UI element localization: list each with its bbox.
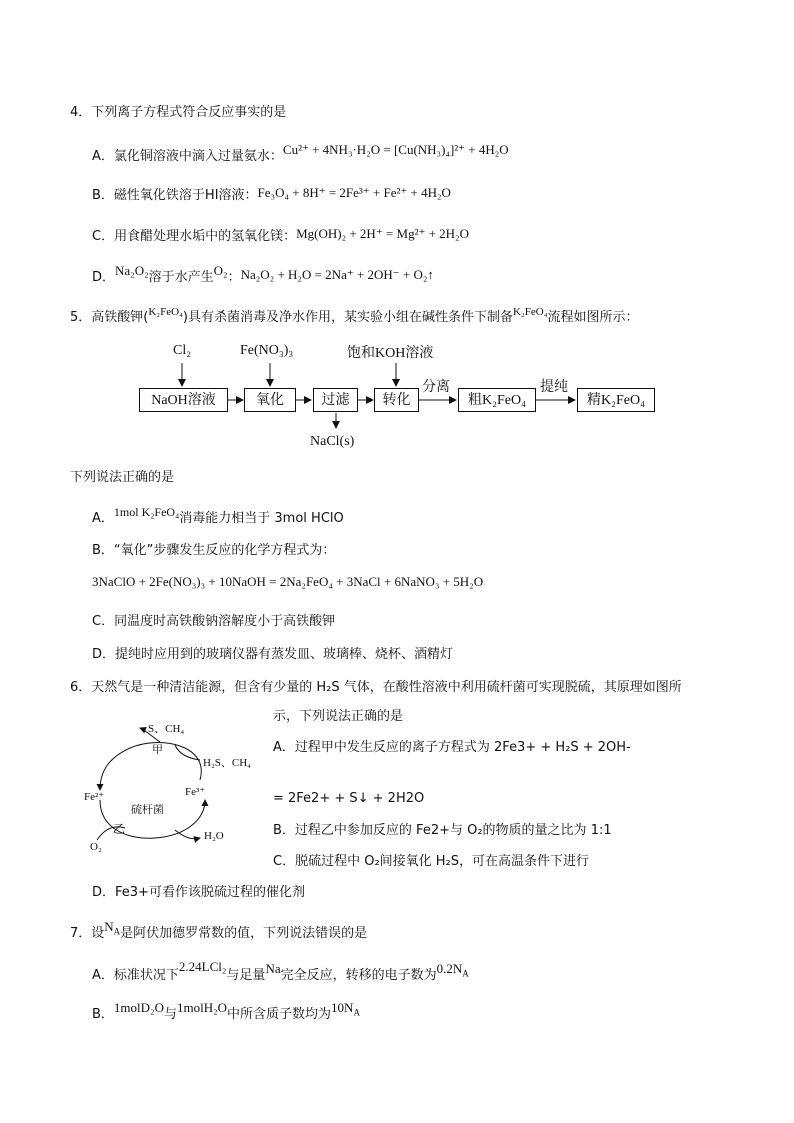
q7-stem-na bbox=[104, 919, 121, 937]
q7-a-na: Na bbox=[265, 961, 281, 976]
flow-box-conversion: 转化 bbox=[374, 388, 419, 412]
q7-option-a bbox=[92, 959, 469, 989]
cycle-label-h2s-ch4: H₂S、CH₄ bbox=[203, 757, 252, 769]
q5-stem bbox=[70, 306, 639, 327]
q7-a-text2: 完全反应，转移的电子数为 bbox=[280, 968, 437, 983]
q4-b-equation: Fe₃O₄ + 8H⁺ = 2Fe³⁺ + Fe²⁺ + 4H₂O bbox=[257, 185, 451, 200]
cycle-label-bacteria: 硫杆菌 bbox=[131, 804, 164, 816]
q7-b-text1: 与 bbox=[163, 1007, 177, 1022]
q7-b-value bbox=[331, 1000, 360, 1018]
q5-option-c: C．同温度时高铁酸钠溶解度小于高铁酸钾 bbox=[92, 614, 336, 629]
q4-a-text: A．氯化铜溶液中滴入过量氨水： bbox=[92, 149, 283, 164]
q5-stem-part1: 5．高铁酸钾( bbox=[70, 310, 149, 325]
q4-c-text: C．用食醋处理水垢中的氢氧化镁： bbox=[92, 229, 297, 244]
q7-stem-part2: 是阿伏加德罗常数的值，下列说法错误的是 bbox=[120, 926, 368, 941]
q4-stem: 4．下列离子方程式符合反应事实的是 bbox=[70, 105, 287, 120]
q7-b-text2: 中所含质子数均为 bbox=[227, 1007, 332, 1022]
q5-option-b-equation: 3NaClO + 2Fe(NO₃)₃ + 10NaOH = 2Na₂FeO₄ + 3NaCl + 6NaNO₃ + 5H₂O bbox=[92, 574, 484, 589]
q7-a-formula: 2.24LCl₂ bbox=[178, 959, 227, 974]
q7-b-formula2: 1molH₂O bbox=[176, 1000, 228, 1015]
q6-option-a-line2: = 2Fe2+ + S↓ + 2H2O bbox=[273, 791, 425, 806]
q7-a-value-subscript: A bbox=[462, 968, 469, 979]
q4-d-o2: O₂ bbox=[213, 263, 228, 278]
q5-a-text: 消毒能力相当于 3mol HClO bbox=[179, 511, 344, 526]
q7-b-value-number: 10N bbox=[331, 1000, 354, 1015]
q6-option-b: B．过程乙中参加反应的 Fe2+与 O₂的物质的量之比为 1:1 bbox=[273, 823, 612, 838]
cycle-label-fe2: Fe²⁺ bbox=[84, 791, 105, 803]
flow-box-naoh: NaOH溶液 bbox=[139, 388, 228, 412]
q4-d-colon: ： bbox=[227, 270, 241, 285]
q4-d-text: 溶于水产生 bbox=[148, 270, 214, 285]
cycle-label-process-jia: 甲 bbox=[152, 744, 163, 756]
q7-b-value-subscript: A bbox=[353, 1007, 360, 1018]
q6-stem-line2: 示，下列说法正确的是 bbox=[273, 709, 404, 724]
q7-a-value bbox=[436, 961, 469, 979]
q5-a-label: A． bbox=[92, 511, 114, 526]
cycle-label-o2: O₂ bbox=[90, 841, 102, 853]
flow-box-pure-product: 精K₂FeO₄ bbox=[577, 388, 655, 412]
q4-option-c bbox=[92, 227, 469, 246]
q4-d-label: D． bbox=[92, 270, 116, 285]
q7-a-label: A．标准状况下 bbox=[92, 968, 179, 983]
q7-a-text1: 与足量 bbox=[226, 968, 266, 983]
q4-option-b bbox=[92, 186, 451, 205]
q5-option-a bbox=[92, 505, 344, 528]
flow-box-oxidation: 氧化 bbox=[244, 388, 296, 412]
q6-stem-line1: 6．天然气是一种清洁能源，但含有少量的 H₂S 气体，在酸性溶液中利用硫杆菌可实现脱硫，其原理如图所 bbox=[70, 680, 682, 695]
q7-a-value-number: 0.2N bbox=[436, 961, 463, 976]
flow-box-filtration: 过滤 bbox=[313, 388, 358, 412]
q7-stem-na-letter: N bbox=[104, 919, 114, 934]
cycle-label-process-yi: 乙 bbox=[113, 822, 126, 836]
q4-c-equation: Mg(OH)₂ + 2H⁺ = Mg²⁺ + 2H₂O bbox=[296, 226, 469, 241]
q4-d-equation: Na₂O₂ + H₂O = 2Na⁺ + 2OH⁻ + O₂↑ bbox=[240, 267, 434, 282]
q5-stem-formula2: K₂FeO₄ bbox=[512, 306, 548, 318]
q6-option-c: C．脱硫过程中 O₂间接氧化 H₂S，可在高温条件下进行 bbox=[273, 854, 590, 869]
flow-box-crude-product: 粗K₂FeO₄ bbox=[458, 388, 536, 412]
q7-b-label: B． bbox=[92, 1007, 114, 1022]
flow-label-purification: 提纯 bbox=[540, 380, 568, 395]
q7-option-b bbox=[92, 1000, 360, 1028]
flow-output-nacl: NaCl(s) bbox=[310, 434, 355, 449]
flow-input-fe-nitrate: Fe(NO₃)₃ bbox=[240, 343, 294, 358]
q7-stem bbox=[70, 919, 368, 947]
q5-stem-part2: )具有杀菌消毒及净水作用，某实验小组在碱性条件下制备 bbox=[182, 310, 513, 325]
flow-input-cl2: Cl₂ bbox=[173, 343, 192, 358]
q6-option-d: D．Fe3+可看作该脱硫过程的催化剂 bbox=[92, 885, 305, 900]
flow-label-separation: 分离 bbox=[422, 380, 450, 395]
q6-option-a-line1: A．过程甲中发生反应的离子方程式为 2Fe3+ + H₂S + 2OH- bbox=[273, 740, 631, 755]
q4-option-d bbox=[92, 263, 434, 287]
flow-input-koh: 饱和KOH溶液 bbox=[347, 346, 434, 361]
q4-a-equation: Cu²⁺ + 4NH₃·H₂O = [Cu(NH₃)₄]²⁺ + 4H₂O bbox=[282, 142, 509, 157]
q7-stem-part1: 7．设 bbox=[70, 926, 105, 941]
q5-stem-formula1: K₂FeO₄ bbox=[148, 306, 183, 318]
q5-option-d: D．提纯时应用到的玻璃仪器有蒸发皿、玻璃棒、烧杯、酒精灯 bbox=[92, 647, 454, 662]
cycle-label-s-ch4: S、CH₄ bbox=[148, 723, 185, 735]
q5-stem-part3: 流程如图所示： bbox=[547, 310, 639, 325]
q4-option-a bbox=[92, 142, 509, 166]
q4-d-formula: Na₂O₂ bbox=[115, 263, 149, 278]
q5-a-formula: 1mol K₂FeO₄ bbox=[113, 505, 180, 519]
cycle-label-h2o: H₂O bbox=[204, 830, 224, 842]
q7-b-formula1: 1molD₂O bbox=[113, 1000, 164, 1015]
q5-prompt: 下列说法正确的是 bbox=[70, 470, 175, 485]
q5-option-b: B．“氧化”步骤发生反应的化学方程式为： bbox=[92, 543, 336, 558]
q7-stem-na-subscript: A bbox=[113, 926, 121, 937]
q4-b-text: B．磁性氧化铁溶于HI溶液： bbox=[92, 188, 258, 203]
cycle-label-fe3: Fe³⁺ bbox=[185, 786, 206, 798]
